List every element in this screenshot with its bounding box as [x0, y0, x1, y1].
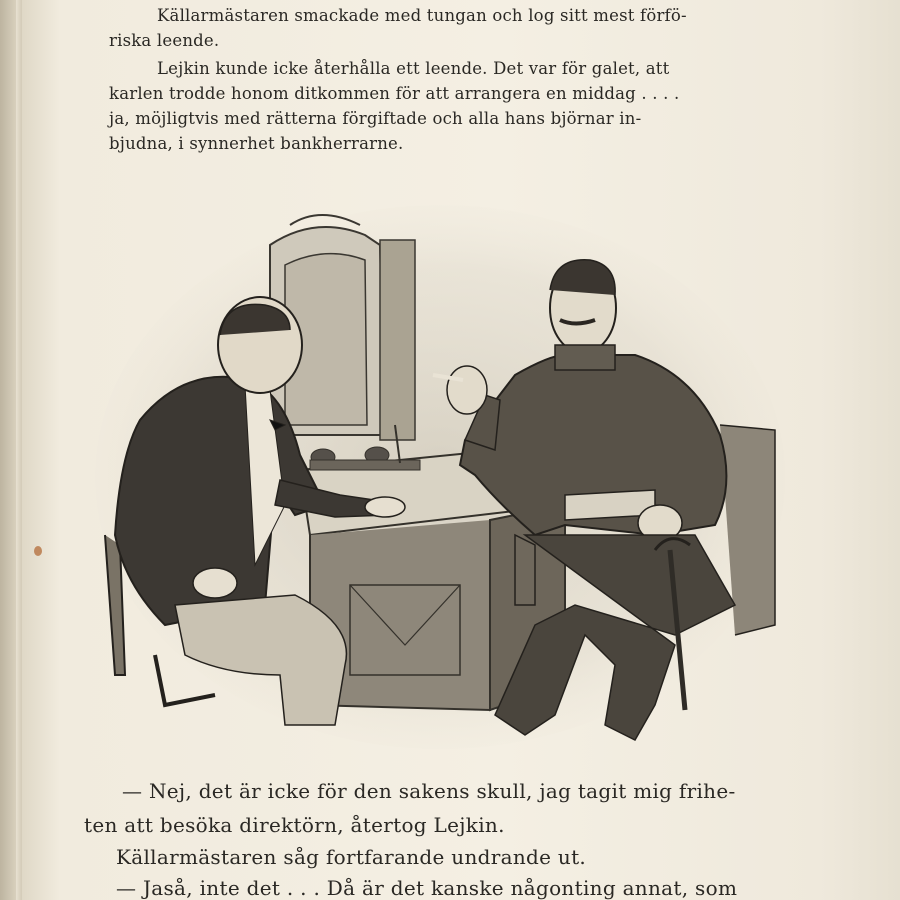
engraving-illustration [95, 205, 785, 750]
text-line: karlen trodde honom ditkommen för att arrangera en middag . . . . [109, 84, 680, 103]
foxing-stain [34, 546, 42, 556]
text-line: ja, möjligtvis med rätterna förgiftade och alla hans björnar in- [109, 109, 642, 128]
text-line: Källarmästaren smackade med tungan och log sitt mest förfö- [157, 6, 687, 25]
page-gutter-shadow [16, 0, 22, 900]
text-line: — Nej, det är icke för den sakens skull, jag tagit mig frihe- [122, 779, 736, 803]
text-line: ten att besöka direktörn, återtog Lejkin. [84, 813, 505, 837]
text-line: riska leende. [109, 31, 220, 50]
text-line: — Jaså, inte det . . . Då är det kanske någonting annat, som [116, 876, 738, 900]
previous-page-edge [0, 0, 16, 900]
illustration-drawing [95, 205, 785, 750]
text-line: Lejkin kunde icke återhålla ett leende. Det var för galet, att [157, 59, 670, 78]
text-line: Källarmästaren såg fortfarande undrande ut. [116, 845, 587, 869]
text-line: bjudna, i synnerhet bankherrarne. [109, 134, 404, 153]
